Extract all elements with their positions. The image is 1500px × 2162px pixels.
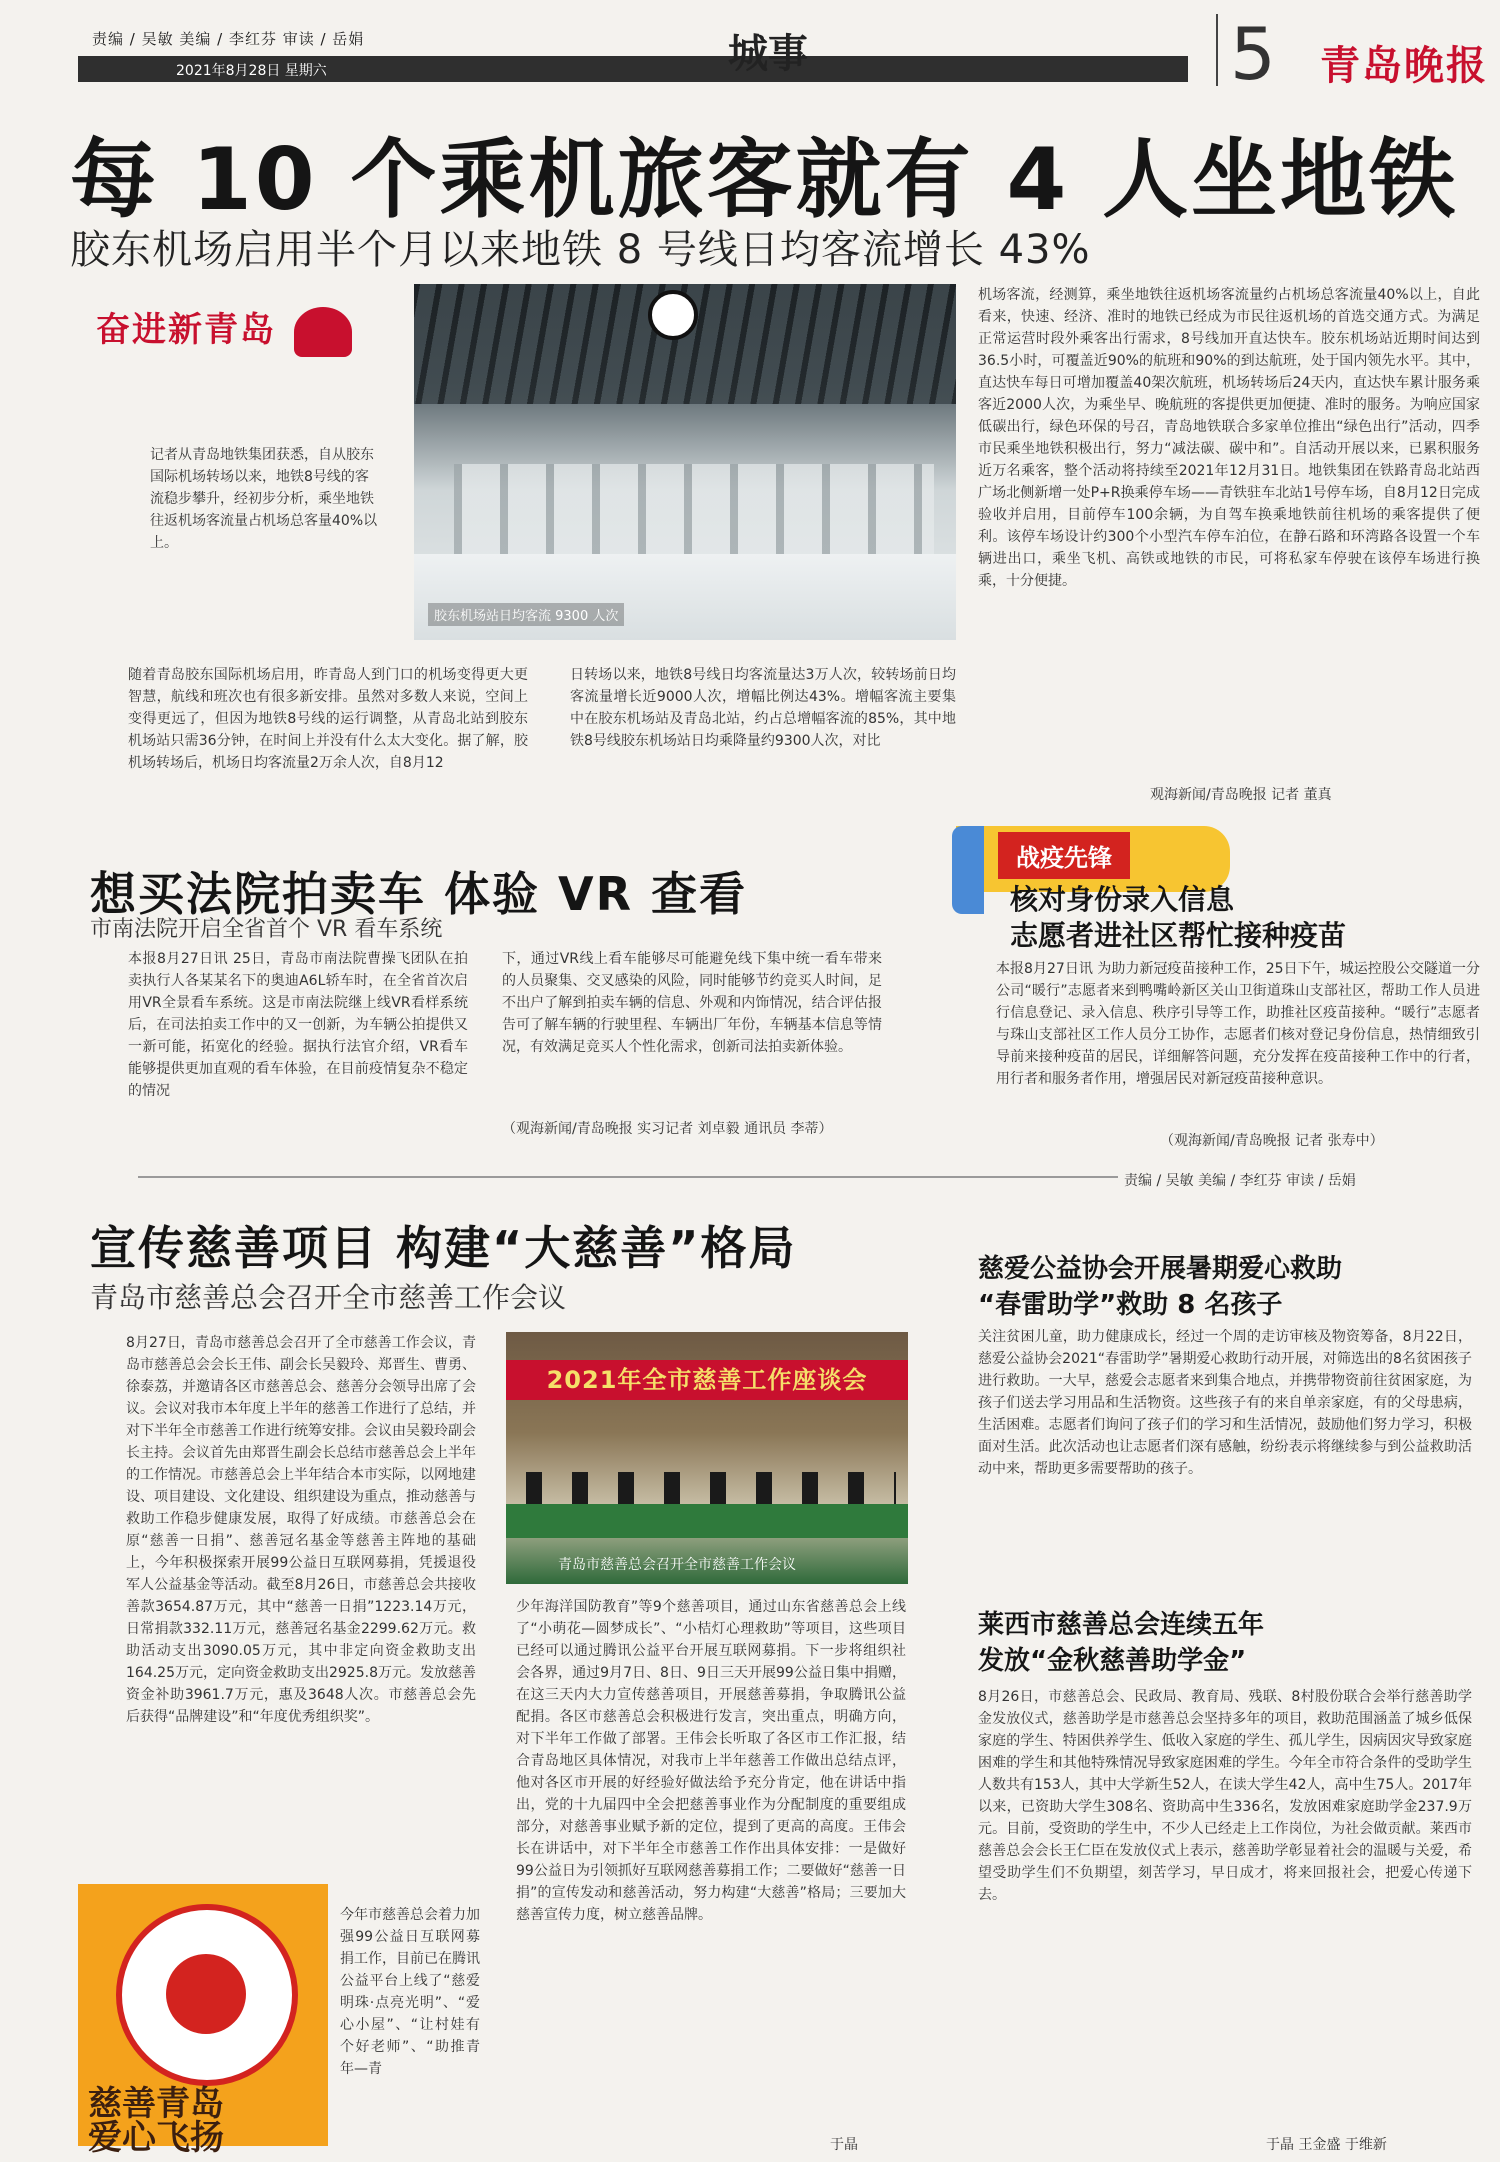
- charity-body-col1: 8月27日，青岛市慈善总会召开了全市慈善工作会议，青岛市慈善总会会长王伟、副会长吴毅玲、郑晋生、曹勇、徐泰荔，并邀请各区市慈善总会、慈善分会领导出席了会议。会议对我市本年度上半年的慈善工作进行了总结，并对下半年全市慈善工作进行统筹安排。会议由吴毅玲副会长主持。会议首先由郑晋生副会长总结市慈善总会上半年的工作情况。市慈善总会上半年结合本市实际，以网地建设、项目建设、文化建设、组织建设为重点，推动慈善与救助工作稳步健康发展，取得了好成绩。市慈善总会在原“慈善一日捐”、慈善冠名基金等慈善主阵地的基础上，今年积极探索开展99公益日互联网募捐，凭援退役军人公益基金等活动。截至8月26日，市慈善总会共接收善款3654.87万元，其中“慈善一日捐”1223.14万元，日常捐款332.11万元，慈善冠名基金2299.62万元。救助活动支出3090.05万元，其中非定向资金救助支出164.25万元，定向资金救助支出2925.8万元。发放慈善资金补助3961.7万元，惠及3648人次。市慈善总会先后获得“品牌建设”和“年度优秀组织奖”。: [126, 1335, 476, 1725]
- volunteer-body: 本报8月27日讯 为助力新冠疫苗接种工作，25日下午，城运控股公交隧道一分公司“暖行”志愿者来到鸭嘴岭新区关山卫街道珠山支部社区，帮助工作人员进行信息登记、录入信息、秩序引导等工作，助推社区疫苗接种。“暖行”志愿者与珠山支部社区工作人员分工协作，志愿者们核对登记身份信息，热情细致引导前来接种疫苗的居民，详细解答问题，充分发挥在疫苗接种工作中的行者，用行者和服务者作用，增强居民对新冠疫苗接种意识。: [996, 961, 1480, 1087]
- masthead-logo: 青岛晚报: [1320, 42, 1488, 89]
- charity-body-col2: 少年海洋国防教育”等9个慈善项目，通过山东省慈善总会上线了“小萌花—圆梦成长”、“小桔灯心理救助”等项目，这些项目已经可以通过腾讯公益平台开展互联网募捐。下一步将组织社会各界，通过9月7日、8日、9日三天开展99公益日集中捐赠，在这三天内大力宣传慈善项目，开展慈善募捐，争取腾讯公益配捐。各区市慈善总会积极进行发言，突出重点，明确方向，对下半年工作做了部署。王伟会长听取了各区市工作汇报，结合青岛地区具体情况，对我市上半年慈善工作做出总结点评，他对各区市开展的好经验好做法给予充分肯定，他在讲话中指出，党的十九届四中全会把慈善事业作为分配制度的重要组成部分，对慈善事业赋予新的定位，提到了更高的高度。王伟会长在讲话中，对下半年全市慈善工作作出具体安排：一是做好99公益日为引领抓好互联网慈善募捐工作；二要做好“慈善一日捐”的宣传发动和慈善活动，努力构建“大慈善”格局；三要加大慈善宣传力度，树立慈善品牌。: [516, 1599, 906, 1923]
- metro-station-photo: [414, 284, 956, 640]
- lead-byline: 观海新闻/青岛晚报 记者 董真: [1150, 787, 1332, 803]
- photo-caption: 胶东机场站日均客流 9300 人次: [428, 603, 624, 626]
- header-divider: [1216, 14, 1218, 86]
- vr-body-col2: 下，通过VR线上看车能够尽可能避免线下集中统一看车带来的人员聚集、交叉感染的风险，同时能够节约竞买人时间，足不出户了解到拍卖车辆的信息、外观和内饰情况，结合评估报告可了解车辆的行驶里程、车辆出厂年份，车辆基本信息等情况，有效满足竞买人个性化需求，创新司法拍卖新体验。: [502, 951, 882, 1055]
- section-divider: [138, 1176, 1118, 1178]
- lower-credits: 责编 / 吴敏 美编 / 李红芬 审读 / 岳娟: [1124, 1173, 1356, 1189]
- meeting-banner: 2021年全市慈善工作座谈会: [506, 1360, 908, 1400]
- lantern-icon: [294, 307, 352, 357]
- charity-logo: [78, 1884, 328, 2158]
- clock-icon: [648, 290, 698, 340]
- laixi-body: 8月26日，市慈善总会、民政局、教育局、残联、8村股份联合会举行慈善助学金发放仪式，慈善助学是市慈善总会坚持多年的项目，救助范围涵盖了城乡低保家庭的学生、特困供养学生、低收入家庭的学生、孤儿学生，因病因灾导致家庭困难的学生和其他特殊情况导致家庭困难的学生。今年全市符合条件的受助学生人数共有153人，其中大学新生52人，在读大学生42人，高中生75人。2017年以来，已资助大学生308名、资助高中生336名，发放困难家庭助学金237.9万元。目前，受资助的学生中，不少人已经走上工作岗位，为社会做贡献。莱西市慈善总会会长王仁臣在发放仪式上表示，慈善助学彰显着社会的温暖与关爱，希望受助学生们不负期望，刻苦学习，早日成才，将来回报社会，把爱心传递下去。: [978, 1689, 1472, 1903]
- slogan-logo: [96, 302, 416, 384]
- charity-logo-line2: 爱心飞扬: [88, 2118, 224, 2158]
- charity-meeting-photo: [506, 1332, 908, 1584]
- vr-body-col1: 本报8月27日讯 25日，青岛市南法院曹操飞团队在拍卖执行人各某某名下的奥迪A6L轿车时，在全省首次启用VR全景看车系统。这是市南法院继上线VR看样系统后，在司法拍卖工作中的又一创新，为车辆公拍提供又一新可能，拓宽化的经验。据执行法官介绍，VR看车能够提供更加直观的看车体验，在目前疫情复杂不稳定的情况: [128, 951, 468, 1099]
- photo-floor: [414, 554, 956, 640]
- slogan-text: 奋进新青岛: [96, 310, 276, 350]
- charity-body-col3: 今年市慈善总会着力加强99公益日互联网募捐工作，目前已在腾讯公益平台上线了“慈爱明珠·点亮光明”、“爱心小屋”、“让村娃有个好老师”、“助推青年—青: [340, 1907, 480, 2077]
- spring-headline-line2: “春雷助学”救助 8 名孩子: [978, 1290, 1283, 1320]
- vr-headline: 想买法院拍卖车 体验 VR 查看: [90, 867, 748, 921]
- page-number: 5: [1230, 12, 1276, 96]
- photo-gates: [454, 464, 934, 554]
- laixi-headline-line2: 发放“金秋慈善助学金”: [978, 1646, 1247, 1676]
- photo-table: [506, 1504, 908, 1538]
- volunteer-headline-line2: 志愿者进社区帮忙接种疫苗: [1010, 919, 1347, 952]
- lead-body-col1: 随着青岛胶东国际机场启用，昨青岛人到门口的机场变得更大更智慧，航线和班次也有很多新安排。虽然对多数人来说，空间上变得更远了，但因为地铁8号线的运行调整，从青岛北站到胶东机场站只需36分钟，在时间上并没有什么太大变化。据了解，胶机场转场后，机场日均客流量2万余人次，自8月12: [128, 667, 528, 771]
- flower-icon: [166, 1954, 246, 2034]
- charity-emblem-icon: [116, 1904, 298, 2086]
- vr-byline: （观海新闻/青岛晚报 实习记者 刘卓毅 通讯员 李蒂）: [502, 1121, 833, 1137]
- spring-headline-line1: 慈爱公益协会开展暑期爱心救助: [978, 1254, 1343, 1284]
- badge-accent: [952, 826, 984, 914]
- badge-label: 战疫先锋: [998, 832, 1130, 879]
- volunteer-byline: （观海新闻/青岛晚报 记者 张寿中）: [1160, 1133, 1384, 1149]
- page-credits: 责编 / 吴敏 美编 / 李红芬 审读 / 岳娟: [92, 30, 365, 48]
- lead-body-col3: 机场客流，经测算，乘坐地铁往返机场客流量约占机场总客流量40%以上，自此看来，快速、经济、准时的地铁已经成为市民往返机场的首选交通方式。为满足正常运营时段外乘客出行需求，8号线加开直达快车。胶东机场站近期时间达到36.5小时，可覆盖近90%的航班和90%的到达航班，处于国内领先水平。其中，直达快车每日可增加覆盖40架次航班，机场转场后24天内，直达快车累计服务乘客近2000人次，为乘坐早、晚航班的客提供更加便捷、准时的服务。为响应国家低碳出行，绿色环保的号召，青岛地铁联合多家单位推出“绿色出行”活动，四季市民乘坐地铁积极出行，努力“减法碳、碳中和”。自活动开展以来，已累积服务近万名乘客，整个活动将持续至2021年12月31日。地铁集团在铁路青岛北站西广场北侧新增一处P+R换乘停车场——青铁驻车北站1号停车场，自8月12日完成验收并启用，目前停车100余辆，为自驾车换乘地铁前往机场的乘客提供了便利。该停车场设计约300个小型汽车停车泊位，在静石路和环湾路各设置一个车辆进出口，乘坐飞机、高铁或地铁的市民，可将私家车停驶在该停车场进行换乘，十分便捷。: [978, 287, 1480, 589]
- lead-body-col2: 日转场以来，地铁8号线日均客流量达3万人次，较转场前日均客流量增长近9000人次，增幅比例达43%。增幅客流主要集中在胶东机场站及青岛北站，约占总增幅客流的85%，其中地铁8号线胶东机场站日均乘降量约9300人次，对比: [570, 667, 956, 749]
- lead-subheadline: 胶东机场启用半个月以来地铁 8 号线日均客流增长 43%: [70, 227, 1091, 273]
- volunteer-headline-line1: 核对身份录入信息: [1010, 883, 1235, 916]
- laixi-byline: 于晶 王金盛 于维新: [1266, 2137, 1387, 2153]
- laixi-headline-line1: 莱西市慈善总会连续五年: [978, 1610, 1265, 1640]
- charity-photo-caption: 青岛市慈善总会召开全市慈善工作会议: [558, 1557, 796, 1573]
- issue-date: 2021年8月28日 星期六: [176, 63, 327, 79]
- charity-byline: 于晶: [830, 2137, 858, 2153]
- charity-subheadline: 青岛市慈善总会召开全市慈善工作会议: [90, 1281, 567, 1314]
- charity-logo-line1: 慈善青岛: [88, 2084, 224, 2124]
- vr-subheadline: 市南法院开启全省首个 VR 看车系统: [90, 917, 443, 942]
- section-title: 城事: [728, 31, 808, 77]
- spring-body: 关注贫困儿童，助力健康成长，经过一个周的走访审核及物资筹备，8月22日，慈爱公益协会2021“春雷助学”暑期爱心救助行动开展，对筛选出的8名贫困孩子进行救助。一大早，慈爱会志愿者来到集合地点，并携带物资前往贫困家庭，为孩子们送去学习用品和生活物资。这些孩子有的来自单亲家庭，有的父母患病，生活困难。志愿者们询问了孩子们的学习和生活情况，鼓励他们努力学习，积极面对生活。此次活动也让志愿者们深有感触，纷纷表示将继续参与到公益救助活动中来，帮助更多需要帮助的孩子。: [978, 1329, 1472, 1477]
- lead-summary: 记者从青岛地铁集团获悉，自从胶东国际机场转场以来，地铁8号线的客流稳步攀升，经初步分析，乘坐地铁往返机场客流量占机场总客量40%以上。: [150, 447, 378, 551]
- lead-headline: 每 10 个乘机旅客就有 4 人坐地铁: [70, 130, 1459, 230]
- charity-headline: 宣传慈善项目 构建“大慈善”格局: [90, 1221, 797, 1275]
